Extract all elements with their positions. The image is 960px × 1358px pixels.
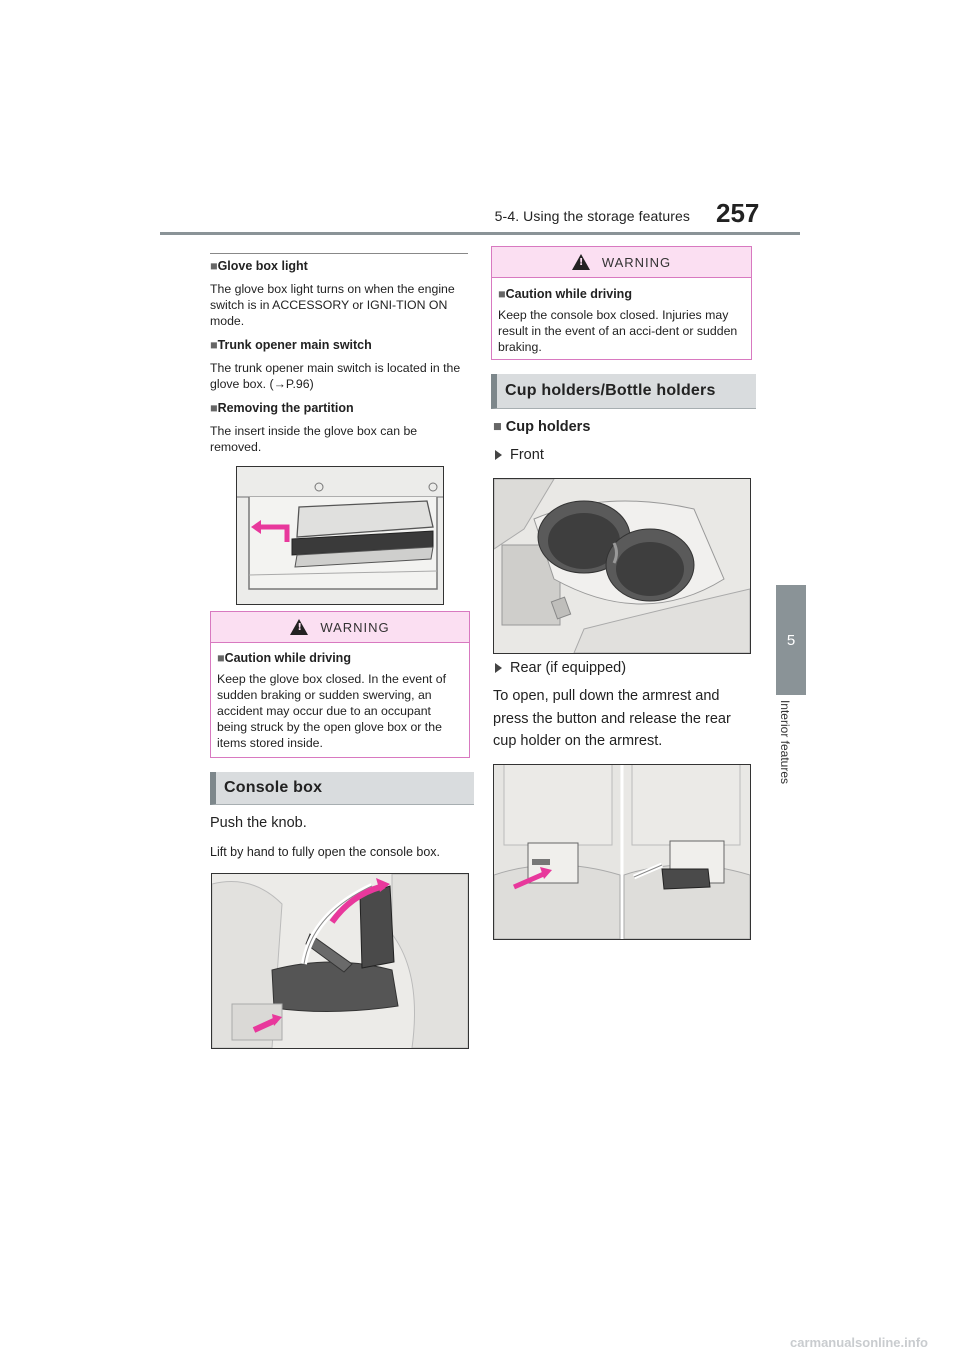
front-cup-holder-illustration xyxy=(493,478,751,654)
column-rule xyxy=(210,253,468,254)
front-label: Front xyxy=(495,444,544,466)
triangle-bullet-icon xyxy=(495,663,502,673)
warning-title: WARNING xyxy=(320,619,390,635)
glove-box-light-heading: ■Glove box light xyxy=(210,259,308,273)
triangle-bullet-icon xyxy=(495,450,502,460)
warning-subheading: ■Caution while driving xyxy=(217,651,351,665)
removing-partition-text: The insert inside the glove box can be removed. xyxy=(210,424,418,454)
trunk-opener-heading: ■Trunk opener main switch xyxy=(210,338,372,352)
rear-cup-holder-text: To open, pull down the armrest and press the button and release the rear cup holder on the armrest. xyxy=(493,688,731,749)
warning-icon: ! xyxy=(290,619,308,635)
glove-box-light-text: The glove box light turns on when the engine switch is in ACCESSORY or IGNI-TION ON mode. xyxy=(210,282,455,328)
chapter-label: Interior features xyxy=(778,699,792,785)
header-rule xyxy=(160,232,800,235)
console-box-warning xyxy=(491,246,752,360)
warning-title: WARNING xyxy=(601,254,672,270)
console-box-instruction: Push the knob. xyxy=(210,815,307,831)
rear-cup-holder-illustration xyxy=(493,764,751,940)
glove-box-warning xyxy=(210,611,470,758)
square-bullet-icon: ■ xyxy=(498,287,506,301)
square-bullet-icon: ■ xyxy=(210,338,218,352)
warning-text: Keep the console box closed. Injuries may result in the event of an acci-dent or sudden braking. xyxy=(498,308,738,354)
glove-box-illustration xyxy=(236,466,444,605)
warning-header xyxy=(211,612,469,643)
warning-subheading: ■Caution while driving xyxy=(498,287,632,301)
section-title: 5-4. Using the storage features xyxy=(494,208,690,224)
cup-holders-heading: ■ Cup holders xyxy=(493,419,591,435)
cup-holders-section-title: Cup holders/Bottle holders xyxy=(491,374,756,409)
console-box-illustration xyxy=(211,873,469,1049)
square-bullet-icon: ■ xyxy=(210,401,218,415)
chapter-number: 5 xyxy=(786,631,796,649)
square-bullet-icon: ■ xyxy=(493,419,502,435)
rear-label: Rear (if equipped) xyxy=(495,657,626,679)
warning-header xyxy=(492,247,751,278)
removing-partition-heading: ■Removing the partition xyxy=(210,401,354,415)
watermark: carmanualsonline.info xyxy=(790,1335,928,1350)
warning-icon: ! xyxy=(572,254,590,270)
trunk-opener-text: The trunk opener main switch is located in the glove box. (→P.96) xyxy=(210,361,461,391)
console-box-note: Lift by hand to fully open the console box. xyxy=(210,845,441,859)
square-bullet-icon: ■ xyxy=(210,259,218,273)
warning-text: Keep the glove box closed. In the event of sudden braking or sudden swerving, an accident may occur due to an occupant being struck by the open glove box or the items stored inside. xyxy=(217,672,447,750)
page-number: 257 xyxy=(716,198,760,228)
console-box-section-title: Console box xyxy=(210,772,474,805)
square-bullet-icon: ■ xyxy=(217,651,225,665)
